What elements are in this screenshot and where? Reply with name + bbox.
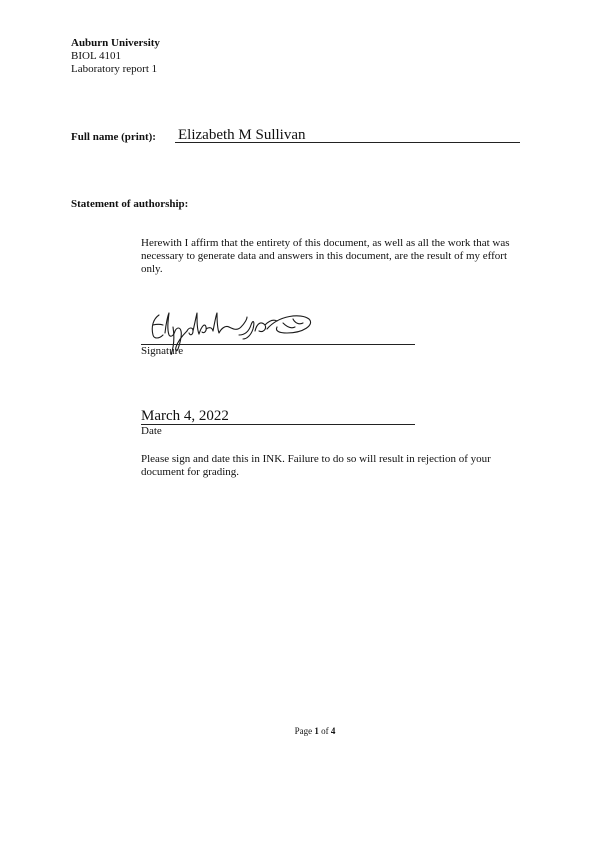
authorship-heading: Statement of authorship: — [71, 198, 189, 210]
full-name-label: Full name (print): — [71, 131, 156, 143]
course-code: BIOL 4101 — [71, 50, 122, 62]
signature-label: Signature — [141, 345, 184, 357]
page-total: 4 — [330, 726, 336, 736]
page-number — [0, 726, 595, 737]
page-prefix: Page — [294, 726, 313, 736]
page-current: 1 — [314, 726, 319, 736]
signing-instruction: Please sign and date this in INK. Failure to do so will result in rejection of your document for grading. — [141, 453, 491, 478]
full-name-underline — [175, 142, 520, 143]
report-title: Laboratory report 1 — [71, 63, 158, 75]
page-separator: of — [321, 726, 329, 736]
full-name-value: Elizabeth M Sullivan — [178, 127, 306, 143]
institution-name: Auburn University — [71, 37, 160, 49]
authorship-statement: Herewith I affirm that the entirety of this document, as well as all the work that was necessary to generate data and answers in this document, are the result of my effort only. — [141, 237, 510, 275]
date-value: March 4, 2022 — [141, 408, 229, 424]
date-label: Date — [141, 425, 162, 437]
date-line — [141, 424, 415, 425]
